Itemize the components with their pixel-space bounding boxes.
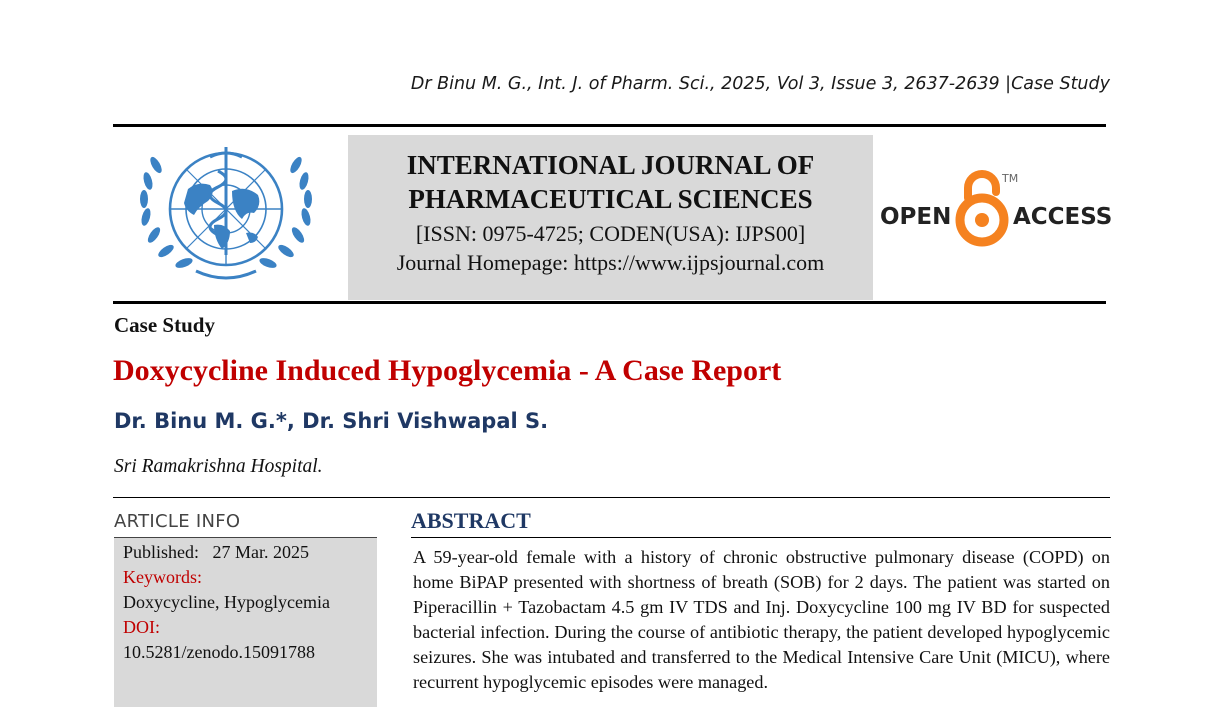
abstract-text: A 59-year-old female with a history of chronic obstructive pulmonary disease (COPD) on home BiPAP presented with shortness of breath (SOB) for 2 days. The patient was started on Piperacillin + Tazobactam 4.5 gm IV TDS and Inj. Doxycycline 100 mg IV BD for suspected bacterial infection. During the course of antibiotic therapy, the patient developed hypoglycemic seizures. She was intubated and transferred to the Medical Intensive Care Unit (MICU), where recurrent hypoglycemic episodes were managed. — [413, 547, 1110, 692]
author-affiliation: Sri Ramakrishna Hospital. — [114, 456, 323, 477]
published-date: Published: 27 Mar. 2025 — [123, 542, 310, 562]
article-info-box — [114, 537, 377, 707]
header-top-rule — [113, 124, 1106, 127]
open-access-tm: TM — [1002, 172, 1019, 185]
journal-title-line1: INTERNATIONAL JOURNAL OF — [406, 150, 815, 180]
journal-homepage-link[interactable]: Journal Homepage: https://www.ijpsjournal.com — [396, 250, 825, 275]
journal-title-line2: PHARMACEUTICAL SCIENCES — [408, 184, 813, 214]
article-info-heading: ARTICLE INFO — [114, 511, 241, 532]
open-access-word-open: OPEN — [880, 204, 952, 230]
keywords-label: Keywords: — [123, 567, 202, 587]
journal-emblem-logo — [126, 137, 326, 287]
open-lock-icon — [960, 174, 1004, 242]
doi-label: DOI: — [123, 617, 160, 637]
doi-link[interactable]: 10.5281/zenodo.15091788 — [123, 642, 315, 662]
keywords-value: Doxycycline, Hypoglycemia — [123, 592, 330, 612]
journal-masthead — [348, 135, 873, 300]
abstract-rule — [411, 537, 1111, 538]
abstract-heading: ABSTRACT — [411, 508, 531, 533]
author-list: Dr. Binu M. G.*, Dr. Shri Vishwapal S. — [114, 409, 549, 433]
open-access-word-access: ACCESS — [1013, 204, 1112, 230]
article-type-label: Case Study — [114, 313, 215, 337]
affiliation-divider — [113, 497, 1110, 498]
journal-title — [348, 148, 873, 216]
journal-issn: [ISSN: 0975-4725; CODEN(USA): IJPS00] — [415, 221, 806, 246]
paper-title: Doxycycline Induced Hypoglycemia - A Case Report — [113, 354, 782, 387]
running-header: Dr Binu M. G., Int. J. of Pharm. Sci., 2025, Vol 3, Issue 3, 2637-2639 |Case Study — [410, 74, 1110, 94]
open-access-logo — [880, 166, 1112, 252]
header-bottom-rule — [113, 301, 1106, 304]
